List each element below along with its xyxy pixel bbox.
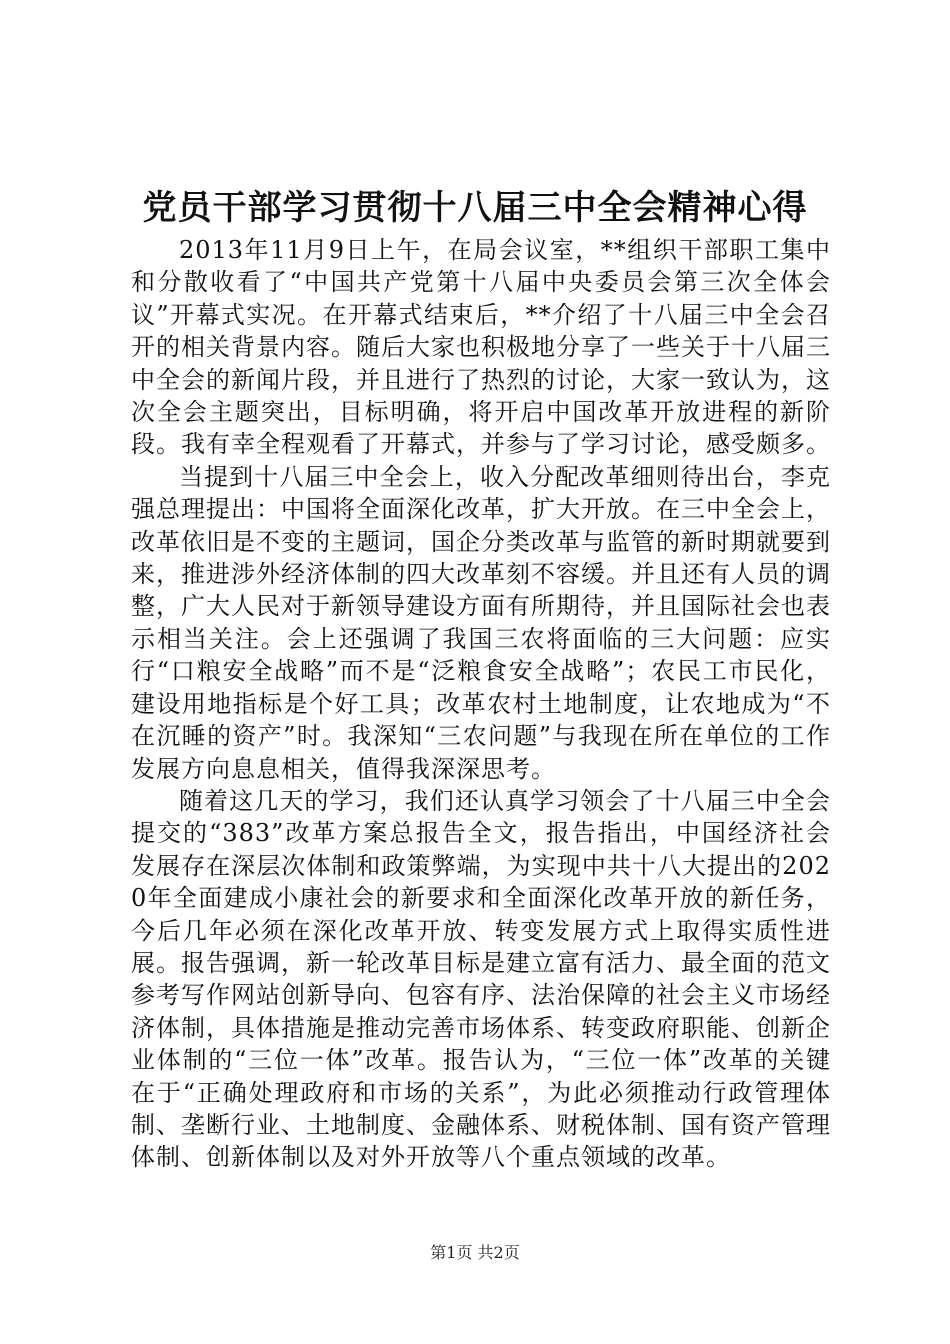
- paragraph-1: 2013年11月9日上午，在局会议室，**组织干部职工集中和分散收看了“中国共产党第十八届中央委员会第三次全体会议”开幕式实况。在开幕式结束后，**介绍了十八届三中全会召开的相关背景内容。随后大家也积极地分享了一些关于十八届三中全会的新闻片段，并且进行了热烈的讨论，大家一致认为，这次全会主题突出，目标明确，将开启中国改革开放进程的新阶段。我有幸全程观看了开幕式，并参与了学习讨论，感受颇多。: [131, 236, 831, 459]
- document-title: 党员干部学习贯彻十八届三中全会精神心得: [142, 188, 808, 228]
- document-body: [131, 234, 831, 1174]
- paragraph-2: 当提到十八届三中全会上，收入分配改革细则待出台，李克强总理提出：中国将全面深化改革，扩大开放。在三中全会上，改革依旧是不变的主题词，国企分类改革与监管的新时期就要到来，推进涉外经济体制的四大改革刻不容缓。并且还有人员的调整，广大人民对于新领导建设方面有所期待，并且国际社会也表示相当关注。会上还强调了我国三农将面临的三大问题：应实行“口粮安全战略”而不是“泛粮食安全战略”；农民工市民化，建设用地指标是个好工具；改革农村土地制度，让农地成为“不在沉睡的资产”时。我深知“三农问题”与我现在所在单位的工作发展方向息息相关，值得我深深思考。: [131, 462, 831, 783]
- paragraph-3: 随着这几天的学习，我们还认真学习领会了十八届三中全会提交的“383”改革方案总报告全文，报告指出，中国经济社会发展存在深层次体制和政策弊端，为实现中共十八大提出的2020年全面建成小康社会的新要求和全面深化改革开放的新任务，今后几年必须在深化改革开放、转变发展方式上取得实质性进展。报告强调，新一轮改革目标是建立富有活力、最全面的范文参考写作网站创新导向、包容有序、法治保障的社会主义市场经济体制，具体措施是推动完善市场体系、转变政府职能、创新企业体制的“三位一体”改革。报告认为，“三位一体”改革的关键在于“正确处理政府和市场的关系”，为此必须推动行政管理体制、垄断行业、土地制度、金融体系、财税体制、国有资产管理体制、创新体制以及对外开放等八个重点领域的改革。: [131, 786, 831, 1172]
- page-footer: 第1页 共2页: [430, 1243, 520, 1262]
